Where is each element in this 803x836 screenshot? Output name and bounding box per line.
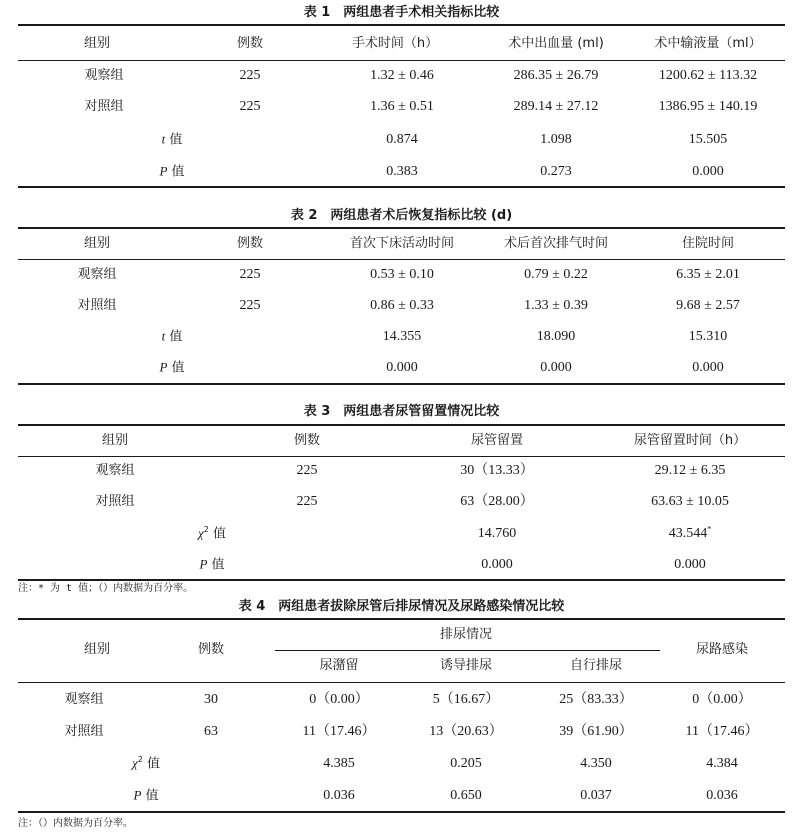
t3-chi-catheter: 14.760 bbox=[477, 526, 517, 541]
table2-title: 表 2 两组患者术后恢复指标比较 (d) bbox=[290, 208, 513, 223]
t1-row1-group: 观察组 bbox=[84, 68, 124, 83]
t3-header-count: 例数 bbox=[293, 433, 321, 448]
t4-chi-infection: 4.384 bbox=[706, 756, 738, 771]
table2-top-rule bbox=[18, 227, 785, 229]
t1-row1-infusion: 1200.62 ± 113.32 bbox=[658, 68, 758, 83]
t4-row1-group: 观察组 bbox=[64, 692, 104, 707]
t3-header-catheter: 尿管留置 bbox=[470, 433, 524, 448]
t2-row1-first-flatus: 0.79 ± 0.22 bbox=[524, 267, 588, 282]
t4-row2-spontaneous: 39（61.90） bbox=[559, 724, 633, 739]
t2-row1-count: 225 bbox=[239, 267, 261, 282]
t4-row2-count: 63 bbox=[204, 724, 218, 739]
t4-row1-infection: 0（0.00） bbox=[692, 692, 752, 707]
t3-header-catheter-time: 尿管留置时间（h） bbox=[633, 433, 747, 448]
table3-bottom-rule bbox=[18, 579, 785, 581]
t2-p-first-flatus: 0.000 bbox=[540, 360, 572, 375]
t2-t-first-ambulation: 14.355 bbox=[382, 329, 422, 344]
t4-row2-group: 对照组 bbox=[64, 724, 104, 739]
table1-bottom-rule bbox=[18, 186, 785, 188]
t4-chi-retention: 4.385 bbox=[323, 756, 355, 771]
t1-header-count: 例数 bbox=[236, 36, 264, 51]
t3-row2-catheter-time: 63.63 ± 10.05 bbox=[651, 494, 729, 509]
t2-t-hospital-stay: 15.310 bbox=[688, 329, 728, 344]
t4-header-group: 组别 bbox=[83, 642, 111, 657]
t1-t-label: t 值 bbox=[161, 131, 183, 148]
table1-header-rule bbox=[18, 60, 785, 61]
t2-row2-hospital-stay: 9.68 ± 2.57 bbox=[676, 298, 740, 313]
t2-p-first-ambulation: 0.000 bbox=[386, 360, 418, 375]
t4-chi-induced: 0.205 bbox=[450, 756, 482, 771]
table4-top-rule bbox=[18, 618, 785, 620]
t3-row1-catheter: 30（13.33） bbox=[460, 463, 534, 478]
t2-t-label: t 值 bbox=[161, 328, 183, 345]
table1-top-rule bbox=[18, 24, 785, 26]
t2-row2-group: 对照组 bbox=[77, 298, 117, 313]
t2-header-group: 组别 bbox=[83, 236, 111, 251]
t4-header-spontaneous: 自行排尿 bbox=[569, 658, 623, 673]
table2-header-rule bbox=[18, 259, 785, 260]
t1-header-group: 组别 bbox=[83, 36, 111, 51]
t4-row2-induced: 13（20.63） bbox=[429, 724, 503, 739]
t1-t-op-time: 0.874 bbox=[386, 132, 418, 147]
t4-row1-induced: 5（16.67） bbox=[432, 692, 500, 707]
t2-header-first-flatus: 术后首次排气时间 bbox=[503, 236, 609, 251]
t2-header-count: 例数 bbox=[236, 236, 264, 251]
t3-header-group: 组别 bbox=[101, 433, 129, 448]
table3-header-rule bbox=[18, 456, 785, 457]
table3-top-rule bbox=[18, 424, 785, 426]
table3-note: 注：* 为 t 值；（）内数据为百分率。 bbox=[18, 583, 194, 594]
t1-t-blood-loss: 1.098 bbox=[540, 132, 572, 147]
t3-row1-catheter-time: 29.12 ± 6.35 bbox=[654, 463, 726, 478]
table1-title: 表 1 两组患者手术相关指标比较 bbox=[303, 5, 500, 20]
t1-row2-infusion: 1386.95 ± 140.19 bbox=[658, 99, 758, 114]
t4-p-label: P 值 bbox=[133, 787, 159, 804]
t4-p-spontaneous: 0.037 bbox=[580, 788, 612, 803]
t4-row1-count: 30 bbox=[204, 692, 218, 707]
table4-bottom-rule bbox=[18, 811, 785, 813]
t3-chi-label: $\chi^2$ 值 bbox=[198, 525, 226, 542]
t4-row1-spontaneous: 25（83.33） bbox=[559, 692, 633, 707]
t1-row1-count: 225 bbox=[239, 68, 261, 83]
t2-row1-group: 观察组 bbox=[77, 267, 117, 282]
t2-header-first-ambulation: 首次下床活动时间 bbox=[349, 236, 455, 251]
t2-p-label: P 值 bbox=[159, 359, 185, 376]
table4-title: 表 4 两组患者拔除尿管后排尿情况及尿路感染情况比较 bbox=[238, 599, 565, 614]
t3-row2-count: 225 bbox=[296, 494, 318, 509]
t4-header-count: 例数 bbox=[197, 642, 225, 657]
t4-header-urination: 排尿情况 bbox=[439, 627, 493, 642]
t4-row2-retention: 11（17.46） bbox=[302, 724, 376, 739]
t3-p-label: P 值 bbox=[199, 556, 225, 573]
t1-row2-count: 225 bbox=[239, 99, 261, 114]
t2-row2-count: 225 bbox=[239, 298, 261, 313]
table2-bottom-rule bbox=[18, 383, 785, 385]
t1-header-op-time: 手术时间（h） bbox=[351, 36, 439, 51]
t1-p-infusion: 0.000 bbox=[692, 164, 724, 179]
t2-row2-first-ambulation: 0.86 ± 0.33 bbox=[370, 298, 434, 313]
t1-row1-op-time: 1.32 ± 0.46 bbox=[370, 68, 434, 83]
t1-p-op-time: 0.383 bbox=[386, 164, 418, 179]
t2-p-hospital-stay: 0.000 bbox=[692, 360, 724, 375]
t3-row1-group: 观察组 bbox=[95, 463, 135, 478]
t2-row1-first-ambulation: 0.53 ± 0.10 bbox=[370, 267, 434, 282]
t3-p-catheter: 0.000 bbox=[481, 557, 513, 572]
t1-row2-group: 对照组 bbox=[84, 99, 124, 114]
table3-title: 表 3 两组患者尿管留置情况比较 bbox=[303, 404, 500, 419]
t1-row2-blood-loss: 289.14 ± 27.12 bbox=[513, 99, 599, 114]
t4-header-induced: 诱导排尿 bbox=[439, 658, 493, 673]
t1-p-label: P 值 bbox=[159, 163, 185, 180]
table4-note: 注：（）内数据为百分率。 bbox=[18, 818, 133, 829]
t4-header-infection: 尿路感染 bbox=[695, 642, 749, 657]
t2-header-hospital-stay: 住院时间 bbox=[681, 236, 735, 251]
t1-t-infusion: 15.505 bbox=[688, 132, 728, 147]
t4-row2-infection: 11（17.46） bbox=[685, 724, 759, 739]
t4-row1-retention: 0（0.00） bbox=[309, 692, 369, 707]
t3-chi-catheter-time: 43.544* bbox=[668, 524, 712, 541]
t1-header-infusion: 术中输液量（ml） bbox=[654, 36, 762, 51]
t1-p-blood-loss: 0.273 bbox=[540, 164, 572, 179]
t1-header-blood-loss: 术中出血量 (ml) bbox=[508, 36, 604, 51]
t3-p-catheter-time: 0.000 bbox=[674, 557, 706, 572]
t4-chi-label: $\chi^2$ 值 bbox=[132, 755, 160, 772]
t1-row2-op-time: 1.36 ± 0.51 bbox=[370, 99, 434, 114]
t4-header-retention: 尿潴留 bbox=[319, 658, 359, 673]
t4-p-infection: 0.036 bbox=[706, 788, 738, 803]
t2-t-first-flatus: 18.090 bbox=[536, 329, 576, 344]
t4-chi-spontaneous: 4.350 bbox=[580, 756, 612, 771]
t3-row1-count: 225 bbox=[296, 463, 318, 478]
table4-header-rule bbox=[18, 682, 785, 683]
t3-row2-group: 对照组 bbox=[95, 494, 135, 509]
t3-t-value-mark: * bbox=[707, 524, 712, 534]
t4-p-retention: 0.036 bbox=[323, 788, 355, 803]
t2-row2-first-flatus: 1.33 ± 0.39 bbox=[524, 298, 588, 313]
t4-p-induced: 0.650 bbox=[450, 788, 482, 803]
t1-row1-blood-loss: 286.35 ± 26.79 bbox=[513, 68, 599, 83]
t3-row2-catheter: 63（28.00） bbox=[460, 494, 534, 509]
t2-row1-hospital-stay: 6.35 ± 2.01 bbox=[676, 267, 740, 282]
t4-urination-span-rule bbox=[275, 650, 660, 651]
